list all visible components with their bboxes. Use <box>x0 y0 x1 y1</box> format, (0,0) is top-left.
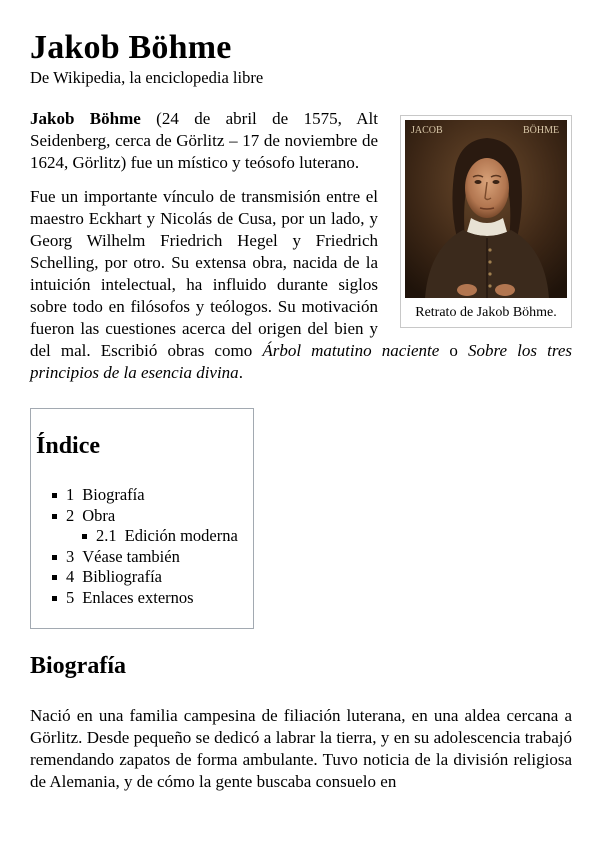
toc-item-bibliografia[interactable] <box>36 567 253 588</box>
portrait-inscription-right: BÖHME <box>523 125 560 136</box>
toc-number: 4 <box>66 567 75 586</box>
work-title-2: Sobre los tres principios de la esencia divina <box>30 341 572 382</box>
portrait-caption: Retrato de Jakob Böhme. <box>415 305 557 320</box>
toc-link[interactable] <box>66 547 180 566</box>
toc-label: Bibliografía <box>82 567 162 586</box>
toc-link[interactable] <box>66 506 115 525</box>
toc-link[interactable] <box>66 567 162 586</box>
intro-paragraph-2-text: Fue un importante vínculo de transmisión entre el maestro Eckhart y Nicolás de Cusa, por un lado, y Georg Wilhelm Friedrich Hegel y Friedrich Schelling, por otro. Su extensa obra, nacida de la intuición intelectual, ha influido durante siglos sobre todo en filósofos y teólogos. Su motivación fueron las cuestiones acerca del origen del bien y del mal. Escribió obras como <box>30 187 378 360</box>
portrait-inscription-left: JACOB <box>411 125 443 136</box>
toc-heading: Índice <box>36 433 101 459</box>
portrait-image[interactable] <box>405 120 567 298</box>
toc-label: Enlaces externos <box>82 587 194 607</box>
intro-paragraph-2-end: . <box>238 363 243 382</box>
toc-link[interactable] <box>66 485 145 504</box>
subject-name: Jakob Böhme <box>30 109 141 128</box>
toc-number: 2 <box>66 505 75 525</box>
portrait-figure <box>400 115 572 328</box>
toc-number: 2.1 <box>96 526 117 545</box>
work-title-1: Árbol matutino naciente <box>262 341 440 360</box>
page-title: Jakob Böhme <box>30 29 232 66</box>
toc-link[interactable] <box>96 526 238 545</box>
toc-label: Edición moderna <box>124 526 238 545</box>
toc-list <box>36 485 253 608</box>
toc-number: 1 <box>66 485 75 504</box>
toc-item-enlaces-externos[interactable] <box>36 588 253 609</box>
bullet-icon <box>52 555 57 560</box>
bullet-icon <box>52 596 57 601</box>
bullet-icon <box>52 575 57 580</box>
intro-paragraph-1-text: (24 de abril de 1575, Alt Seidenberg, cerca de Görlitz – 17 de noviembre de 1624, Görlitz) fue un místico y teósofo luterano. <box>30 109 378 172</box>
intro-section <box>30 108 572 384</box>
bullet-icon <box>52 514 57 519</box>
bullet-icon <box>52 493 57 498</box>
toc-number: 3 <box>66 546 75 566</box>
toc-item-biografia[interactable] <box>36 485 253 506</box>
toc-link[interactable] <box>66 588 194 607</box>
intro-paragraph-2-connector: o <box>439 341 469 360</box>
toc-label: Obra <box>82 505 116 525</box>
page-subtitle: De Wikipedia, la enciclopedia libre <box>30 68 264 87</box>
toc-number: 5 <box>66 587 75 607</box>
toc-item-vease-tambien[interactable] <box>36 547 253 568</box>
section-heading-biografia: Biografía <box>30 653 126 679</box>
toc-label: Biografía <box>82 485 145 504</box>
biografia-paragraph: Nació en una familia campesina de filiación luterana, en una aldea cercana a Görlitz. Desde pequeño se dedicó a labrar la tierra, y en su adolescencia trabajó remendando zapatos de forma ambulante. Tuvo noticia de la división religiosa de Alemania, y de cómo la gente buscaba consuelo en <box>30 706 572 791</box>
toc-item-edicion-moderna[interactable] <box>36 526 253 547</box>
article <box>30 28 572 805</box>
table-of-contents <box>30 408 254 629</box>
toc-label: Véase también <box>82 546 180 566</box>
toc-item-obra[interactable] <box>36 506 253 527</box>
bullet-icon <box>82 534 87 539</box>
